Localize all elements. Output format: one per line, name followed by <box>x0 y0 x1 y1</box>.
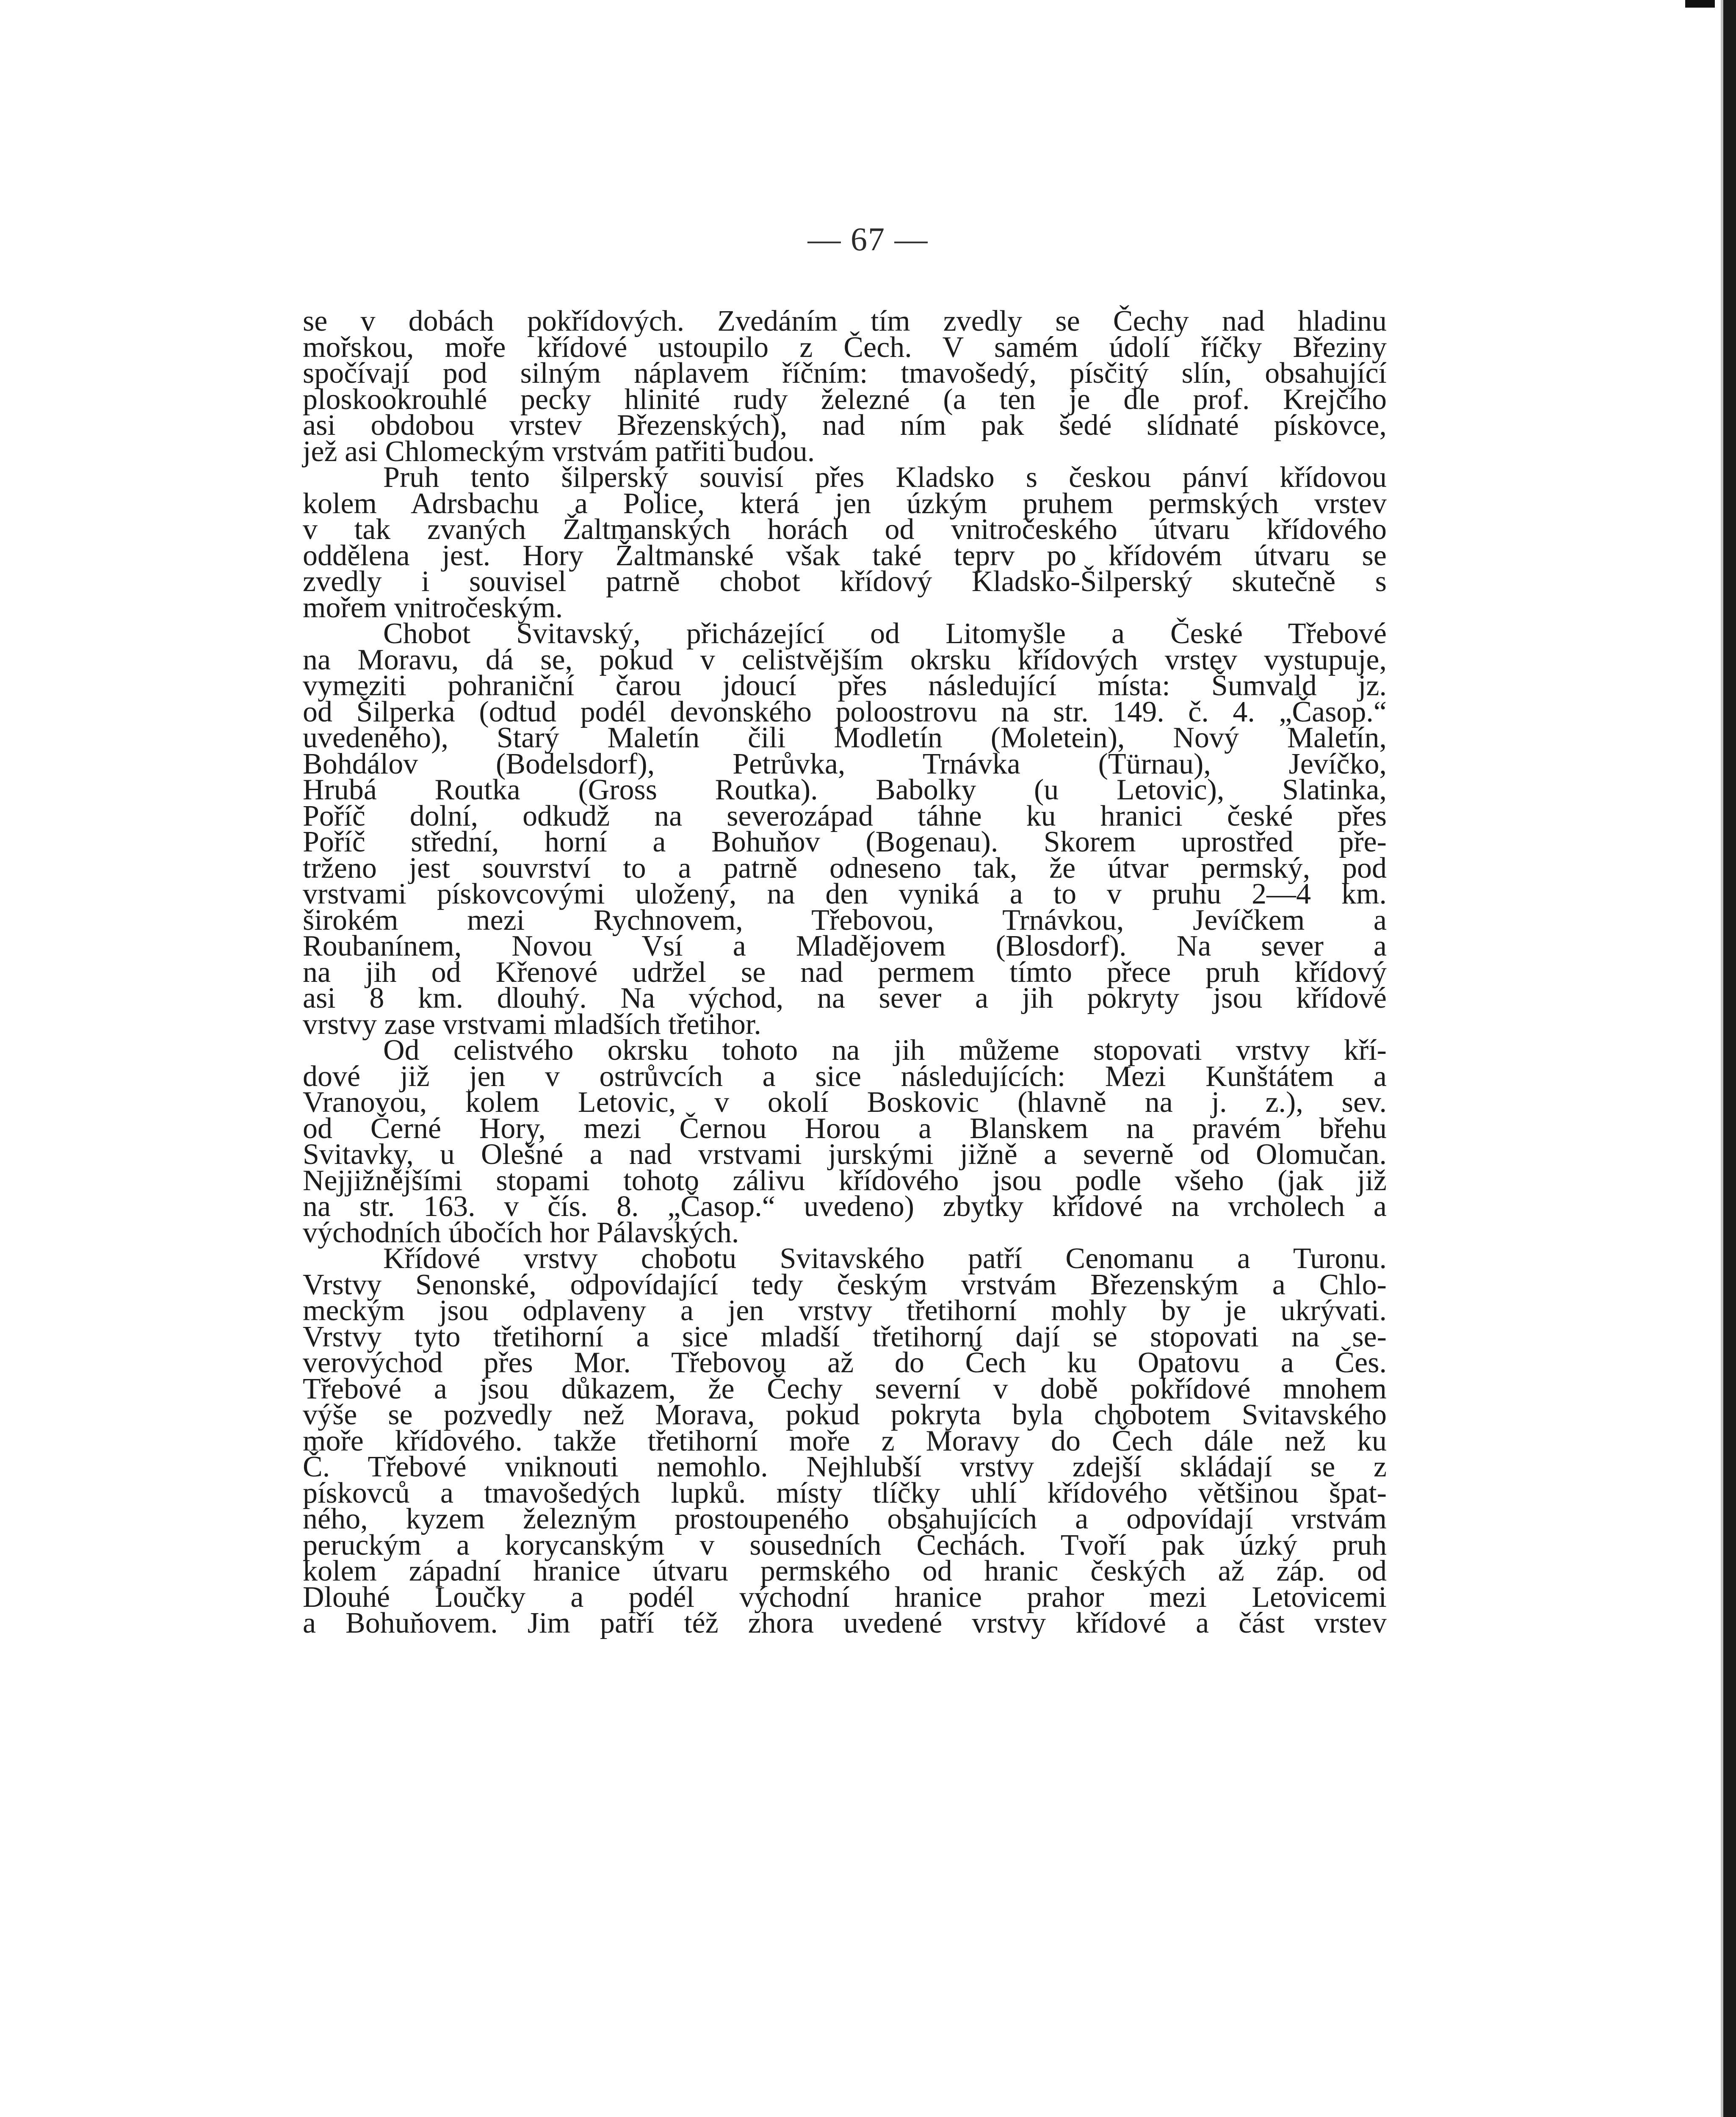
text-line: Poříč střední, horní a Bohuňov (Bogenau). Skorem uprostřed pře- <box>303 826 1387 858</box>
text-line: verovýchod přes Mor. Třebovou až do Čech ku Opatovu a Čes. <box>303 1346 1387 1379</box>
text-line: ploskookrouhlé pecky hlinité rudy železné (a ten je dle prof. Krejčího <box>303 383 1387 416</box>
text-line: Roubanínem, Novou Vsí a Mladějovem (Blosdorf). Na sever a <box>303 930 1387 962</box>
text-line: Třebové a jsou důkazem, že Čechy severní v době pokřídové mnohem <box>303 1372 1387 1405</box>
paragraph <box>303 1242 1387 1639</box>
text-line: dové již jen v ostrůvcích a sice následujících: Mezi Kunštátem a <box>303 1060 1387 1093</box>
text-line: vymeziti pohraniční čarou jdoucí přes následující místa: Šumvald jz. <box>303 669 1387 702</box>
page-number: — 67 — <box>807 221 929 257</box>
text-line: Křídové vrstvy chobotu Svitavského patří Cenomanu a Turonu. <box>383 1242 1387 1275</box>
text-line: Od celistvého okrsku tohoto na jih můžeme stopovati vrstvy kří- <box>383 1034 1387 1067</box>
text-line: zvedly i souvisel patrně chobot křídový Kladsko-Šilperský skutečně s <box>303 565 1387 598</box>
text-line: Pruh tento šilperský souvisí přes Kladsko s českou pánví křídovou <box>383 461 1387 494</box>
text-line: vrstvami pískovcovými uložený, na den vyniká a to v pruhu 2—4 km. <box>303 878 1387 910</box>
text-line: mořem vnitročeským. <box>303 591 563 624</box>
body-text <box>303 305 1387 1639</box>
scan-edge-right <box>1723 0 1736 2117</box>
text-line: mořskou, moře křídové ustoupilo z Čech. V samém údolí říčky Březiny <box>303 331 1387 364</box>
text-line: na Moravu, dá se, pokud v celistvějším okrsku křídových vrstev vystupuje, <box>303 643 1387 676</box>
text-line: kolem Adrsbachu a Police, která jen úzkým pruhem permských vrstev <box>303 487 1387 520</box>
text-line: vrstvy zase vrstvami mladších třetihor. <box>303 1008 761 1041</box>
text-line: Nejjižnějšími stopami tohoto zálivu křídového jsou podle všeho (jak již <box>303 1164 1387 1197</box>
text-line: peruckým a korycanským v sousedních Čechách. Tvoří pak úzký pruh <box>303 1528 1387 1561</box>
text-line: v tak zvaných Žaltmanských horách od vnitročeského útvaru křídového <box>303 513 1387 546</box>
text-line: a Bohuňovem. Jim patří též zhora uvedené vrstvy křídové a část vrstev <box>303 1607 1387 1639</box>
paragraph-list <box>303 305 1387 1639</box>
text-line: kolem západní hranice útvaru permského od hranic českých až záp. od <box>303 1555 1387 1587</box>
text-line: Vranovou, kolem Letovic, v okolí Boskovic (hlavně na j. z.), sev. <box>303 1086 1387 1119</box>
text-line: Svitavky, u Olešné a nad vrstvami jurskými jižně a severně od Olomučan. <box>303 1138 1387 1171</box>
text-line: Č. Třebové vniknouti nemohlo. Nejhlubší vrstvy zdejší skládají se z <box>303 1451 1387 1483</box>
text-line: spočívají pod silným náplavem říčním: tmavošedý, písčitý slín, obsahující <box>303 357 1387 390</box>
text-line: od Černé Hory, mezi Černou Horou a Blanskem na pravém břehu <box>303 1112 1387 1145</box>
text-line: asi obdobou vrstev Březenských), nad ním pak šedé slídnaté pískovce, <box>303 409 1387 442</box>
text-line: Vrstvy tyto třetihorní a sice mladší třetihorní dají se stopovati na se- <box>303 1320 1387 1353</box>
text-line: jež asi Chlomeckým vrstvám patřiti budou. <box>303 435 815 468</box>
scan-edge-top <box>1685 0 1715 8</box>
text-line: oddělena jest. Hory Žaltmanské však také teprv po křídovém útvaru se <box>303 539 1387 572</box>
paragraph <box>303 1034 1387 1249</box>
text-line: se v dobách pokřídových. Zvedáním tím zvedly se Čechy nad hladinu <box>303 305 1387 337</box>
text-line: meckým jsou odplaveny a jen vrstvy třetihorní mohly by je ukrývati. <box>303 1294 1387 1327</box>
text-line: uvedeného), Starý Maletín čili Modletín (Moletein), Nový Maletín, <box>303 721 1387 754</box>
text-line: moře křídového. takže třetihorní moře z Moravy do Čech dále než ku <box>303 1424 1387 1457</box>
text-line: Poříč dolní, odkudž na severozápad táhne ku hranici české přes <box>303 799 1387 832</box>
text-line: ného, kyzem železným prostoupeného obsahujících a odpovídají vrstvám <box>303 1503 1387 1535</box>
text-line: východních úbočích hor Pálavských. <box>303 1216 739 1249</box>
text-line: Hrubá Routka (Gross Routka). Babolky (u Letovic), Slatinka, <box>303 774 1387 806</box>
text-line: na str. 163. v čís. 8. „Časop.“ uvedeno) zbytky křídové na vrcholech a <box>303 1190 1387 1223</box>
text-line: od Šilperka (odtud podél devonského poloostrovu na str. 149. č. 4. „Časop.“ <box>303 695 1387 728</box>
paragraph <box>303 617 1387 1041</box>
text-line: pískovců a tmavošedých lupků. místy tlíčky uhlí křídového většinou špat- <box>303 1476 1387 1509</box>
text-line: širokém mezi Rychnovem, Třebovou, Trnávkou, Jevíčkem a <box>303 904 1387 937</box>
text-line: asi 8 km. dlouhý. Na východ, na sever a jih pokryty jsou křídové <box>303 982 1387 1014</box>
text-line: Dlouhé Loučky a podél východní hranice prahor mezi Letovicemi <box>303 1581 1387 1614</box>
text-line: trženo jest souvrství to a patrně odneseno tak, že útvar permský, pod <box>303 851 1387 884</box>
text-line: Bohdálov (Bodelsdorf), Petrůvka, Trnávka (Türnau), Jevíčko, <box>303 747 1387 780</box>
text-line: výše se pozvedly než Morava, pokud pokryta byla chobotem Svitavského <box>303 1398 1387 1431</box>
text-line: na jih od Křenové udržel se nad permem tímto přece pruh křídový <box>303 956 1387 989</box>
paragraph <box>303 305 1387 468</box>
text-line: Vrstvy Senonské, odpovídající tedy českým vrstvám Březenským a Chlo- <box>303 1268 1387 1301</box>
text-line: Chobot Svitavský, přicházející od Litomyšle a České Třebové <box>383 617 1387 650</box>
paragraph <box>303 461 1387 624</box>
